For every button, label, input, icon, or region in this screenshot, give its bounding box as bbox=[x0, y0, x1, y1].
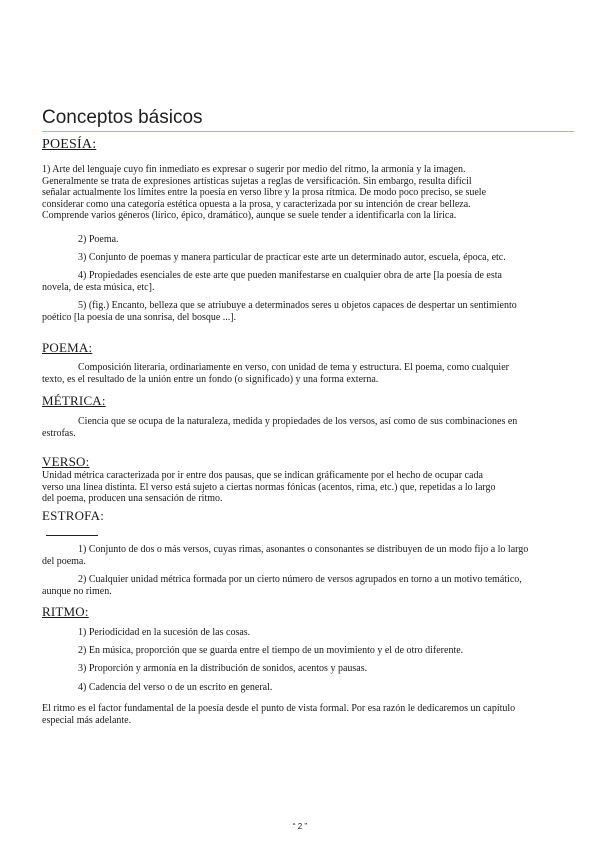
poesia-definition-5 bbox=[42, 300, 600, 323]
text-line: 1) Arte del lenguaje cuyo fin inmediato es expresar o sugerir por medio del ritmo, la armonía y la imagen. bbox=[42, 164, 466, 175]
text-line: del poema, producen una sensación de ritmo. bbox=[42, 493, 223, 504]
poesia-definition-4 bbox=[42, 270, 600, 293]
heading-estrofa: ESTROFA: bbox=[42, 508, 105, 523]
text-line: considerar como una categoría estética opuesta a la prosa, y caracterizada por su intención de crear belleza. bbox=[42, 198, 471, 210]
poesia-definition-2: 2) Poema. bbox=[78, 234, 119, 245]
ritmo-item-2: 2) En música, proporción que se guarda entre el tiempo de un movimiento y el de otro diferente. bbox=[78, 645, 464, 656]
heading-poesia: POESÍA: bbox=[42, 137, 97, 152]
text-line: 5) (fig.) Encanto, belleza que se atriubuye a determinados seres u objetos capaces de despertar un sentimiento bbox=[78, 300, 517, 311]
text-line: El ritmo es el factor fundamental de la poesía desde el punto de vista formal. Por esa razón le dedicaremos un capítulo bbox=[42, 703, 516, 714]
text-line: 1) Conjunto de dos o más versos, cuyas rimas, asonantes o consonantes se distribuyen de un modo fijo a lo largo bbox=[78, 544, 529, 555]
heading-verso: VERSO: bbox=[42, 454, 90, 469]
text-line: texto, es el resultado de la unión entre un fondo (o significado) y una forma externa. bbox=[42, 373, 379, 385]
metrica-definition bbox=[42, 416, 600, 439]
text-line: 2) Cualquier unidad métrica formada por un cierto número de versos agrupados en torno a un motivo temático, bbox=[78, 574, 522, 585]
ritmo-item-1: 1) Periodicidad en la sucesión de las cosas. bbox=[78, 627, 251, 638]
estrofa-definition-1 bbox=[42, 544, 600, 567]
title-divider bbox=[42, 131, 574, 132]
text-line: aunque no rimen. bbox=[42, 585, 112, 597]
heading-metrica: MÉTRICA: bbox=[42, 393, 106, 408]
estrofa-underline bbox=[46, 535, 98, 536]
heading-ritmo: RITMO: bbox=[42, 604, 89, 619]
poesia-definition-1 bbox=[42, 164, 600, 222]
text-line: Generalmente se trata de expresiones artísticas sujetas a reglas de versificación. Sin embargo, resulta difícil bbox=[42, 175, 472, 187]
poema-definition bbox=[42, 362, 600, 385]
text-line: especial más adelante. bbox=[42, 714, 132, 726]
ritmo-item-4: 4) Cadencia del verso o de un escrito en general. bbox=[78, 682, 273, 693]
text-line: del poema. bbox=[42, 555, 86, 567]
ritmo-item-3: 3) Proporción y armonía en la distribución de sonidos, acentos y pausas. bbox=[78, 663, 368, 674]
text-line: poético [la poesía de una sonrisa, del bosque ...]. bbox=[42, 311, 237, 323]
verso-definition bbox=[42, 470, 600, 505]
text-line: Comprende varios géneros (lírico, épico, dramático), aunque se suele tender a identificarla con la lírica. bbox=[42, 210, 457, 221]
page-number: “ 2 ” bbox=[292, 822, 308, 831]
text-line: Unidad métrica caracterizada por ir entre dos pausas, que se indican gráficamente por el hecho de ocupar cada bbox=[42, 470, 483, 481]
ritmo-closing bbox=[42, 703, 600, 726]
text-line: 4) Propiedades esenciales de este arte que pueden manifestarse en cualquier obra de arte [la poesía de esta bbox=[78, 270, 502, 281]
heading-poema: POEMA: bbox=[42, 340, 93, 355]
text-line: Composición literaria, ordinariamente en verso, con unidad de tema y estructura. El poema, como cualquier bbox=[78, 362, 509, 373]
page-title: Conceptos básicos bbox=[42, 107, 203, 128]
poesia-definition-3: 3) Conjunto de poemas y manera particular de practicar este arte un determinado autor, escuela, época, etc. bbox=[78, 252, 506, 263]
estrofa-definition-2 bbox=[42, 574, 600, 597]
text-line: Ciencia que se ocupa de la naturaleza, medida y propiedades de los versos, así como de sus combinaciones en bbox=[78, 416, 518, 427]
text-line: verso una línea distinta. El verso está sujeto a ciertas normas fónicas (acentos, rima, etc.) que, repetidas a lo largo bbox=[42, 481, 496, 493]
text-line: estrofas. bbox=[42, 427, 76, 439]
text-line: señalar actualmente los límites entre la poesía en verso libre y la prosa rítmica. De modo poco preciso, se suele bbox=[42, 187, 487, 198]
text-line: novela, de esta música, etc]. bbox=[42, 281, 155, 293]
